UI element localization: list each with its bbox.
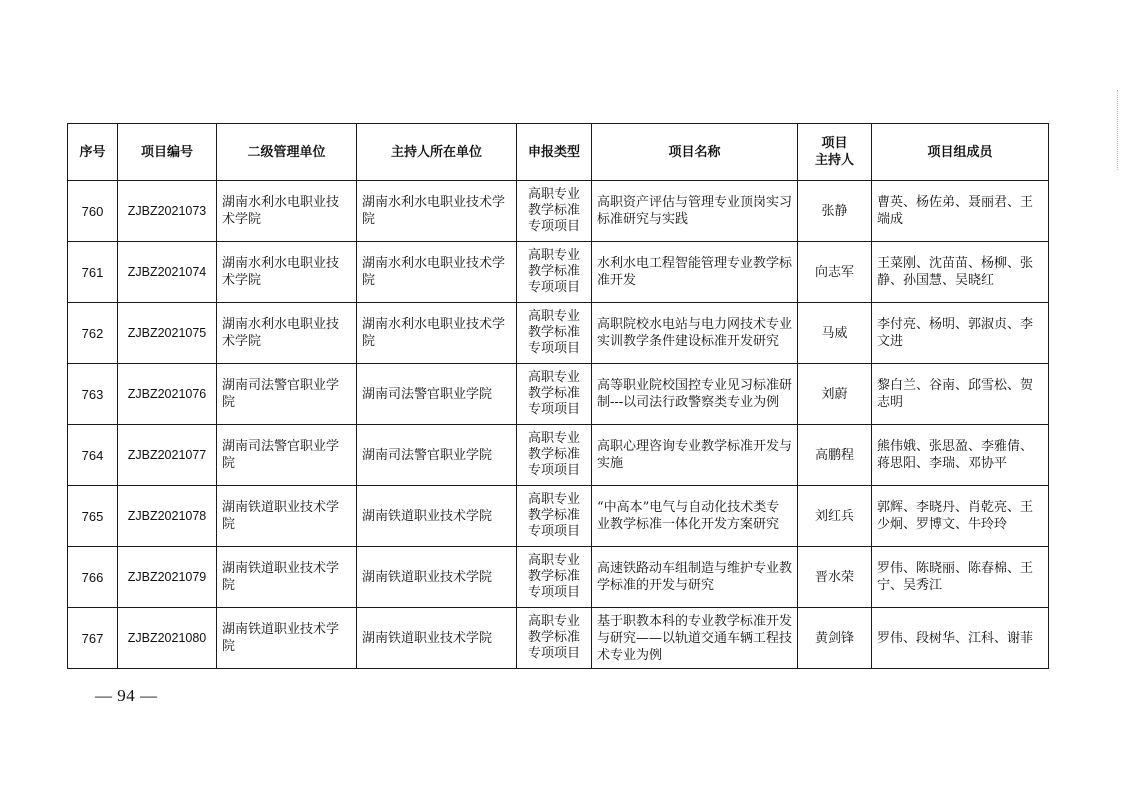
- table-body: [68, 181, 1049, 669]
- cell-unit: 湖南司法警官职业学院: [217, 425, 357, 486]
- header-leader: [798, 124, 872, 181]
- header-leader-line2: 主持人: [814, 153, 854, 168]
- cell-leader: 黄剑锋: [798, 608, 872, 669]
- cell-members: 罗伟、段树华、江科、谢菲: [872, 608, 1049, 669]
- header-type: 申报类型: [517, 124, 592, 181]
- table-row: [68, 547, 1049, 608]
- binding-edge-marks: [1111, 90, 1118, 170]
- cell-unit: 湖南铁道职业技术学院: [217, 547, 357, 608]
- page-number: — 94 —: [95, 686, 158, 705]
- cell-code: ZJBZ2021078: [118, 486, 217, 547]
- cell-no: 761: [68, 242, 118, 303]
- cell-name: 基于职教本科的专业教学标准开发与研究——以轨道交通车辆工程技术专业为例: [592, 608, 798, 669]
- header-code: 项目编号: [118, 124, 217, 181]
- cell-type: 高职专业教学标准专项项目: [517, 425, 592, 486]
- cell-code: ZJBZ2021077: [118, 425, 217, 486]
- cell-no: 765: [68, 486, 118, 547]
- cell-leader: 刘蔚: [798, 364, 872, 425]
- cell-name: 高速铁路动车组制造与维护专业教学标准的开发与研究: [592, 547, 798, 608]
- cell-members: 曹英、杨佐弟、聂丽君、王端成: [872, 181, 1049, 242]
- cell-host: 湖南铁道职业技术学院: [357, 608, 517, 669]
- cell-members: 黎白兰、谷南、邱雪松、贺志明: [872, 364, 1049, 425]
- table-row: [68, 486, 1049, 547]
- header-unit: 二级管理单位: [217, 124, 357, 181]
- cell-name: 高职心理咨询专业教学标准开发与实施: [592, 425, 798, 486]
- cell-leader: 刘红兵: [798, 486, 872, 547]
- cell-leader: 向志军: [798, 242, 872, 303]
- cell-members: 熊伟娥、张思盈、李雅倩、蒋思阳、李瑞、邓协平: [872, 425, 1049, 486]
- cell-type: 高职专业教学标准专项项目: [517, 181, 592, 242]
- cell-type: 高职专业教学标准专项项目: [517, 303, 592, 364]
- cell-unit: 湖南铁道职业技术学院: [217, 486, 357, 547]
- cell-no: 767: [68, 608, 118, 669]
- table-header: [68, 124, 1049, 181]
- cell-host: 湖南司法警官职业学院: [357, 364, 517, 425]
- cell-unit: 湖南铁道职业技术学院: [217, 608, 357, 669]
- cell-host: 湖南司法警官职业学院: [357, 425, 517, 486]
- table-row: [68, 608, 1049, 669]
- cell-code: ZJBZ2021076: [118, 364, 217, 425]
- header-name: 项目名称: [592, 124, 798, 181]
- cell-no: 764: [68, 425, 118, 486]
- cell-code: ZJBZ2021073: [118, 181, 217, 242]
- cell-type: 高职专业教学标准专项项目: [517, 242, 592, 303]
- cell-code: ZJBZ2021075: [118, 303, 217, 364]
- cell-code: ZJBZ2021074: [118, 242, 217, 303]
- cell-leader: 张静: [798, 181, 872, 242]
- cell-leader: 高鹏程: [798, 425, 872, 486]
- cell-type: 高职专业教学标准专项项目: [517, 547, 592, 608]
- cell-unit: 湖南水利水电职业技术学院: [217, 242, 357, 303]
- table-row: [68, 181, 1049, 242]
- cell-name: 高等职业院校国控专业见习标准研制---以司法行政警察类专业为例: [592, 364, 798, 425]
- cell-type: 高职专业教学标准专项项目: [517, 608, 592, 669]
- cell-code: ZJBZ2021079: [118, 547, 217, 608]
- cell-host: 湖南水利水电职业技术学院: [357, 303, 517, 364]
- project-table: [67, 123, 1049, 669]
- cell-no: 766: [68, 547, 118, 608]
- cell-leader: 马威: [798, 303, 872, 364]
- cell-no: 762: [68, 303, 118, 364]
- cell-name: 水利水电工程智能管理专业教学标准开发: [592, 242, 798, 303]
- table-row: [68, 425, 1049, 486]
- cell-no: 760: [68, 181, 118, 242]
- cell-members: 郭辉、李晓丹、肖乾亮、王少炯、罗博文、牛玲玲: [872, 486, 1049, 547]
- header-no: 序号: [68, 124, 118, 181]
- cell-unit: 湖南司法警官职业学院: [217, 364, 357, 425]
- header-row: [68, 124, 1049, 181]
- cell-type: 高职专业教学标准专项项目: [517, 364, 592, 425]
- cell-unit: 湖南水利水电职业技术学院: [217, 303, 357, 364]
- cell-code: ZJBZ2021080: [118, 608, 217, 669]
- cell-host: 湖南铁道职业技术学院: [357, 547, 517, 608]
- header-leader-line1: 项目: [821, 136, 848, 151]
- table-row: [68, 242, 1049, 303]
- cell-leader: 晋水荣: [798, 547, 872, 608]
- cell-no: 763: [68, 364, 118, 425]
- cell-name: 高职资产评估与管理专业顶岗实习标准研究与实践: [592, 181, 798, 242]
- cell-name: “中高本”电气与自动化技术类专业教学标准一体化开发方案研究: [592, 486, 798, 547]
- cell-members: 王菜刚、沈苗苗、杨柳、张静、孙国慧、吴晓红: [872, 242, 1049, 303]
- cell-unit: 湖南水利水电职业技术学院: [217, 181, 357, 242]
- cell-members: 李付亮、杨明、郭淑贞、李文进: [872, 303, 1049, 364]
- header-host: 主持人所在单位: [357, 124, 517, 181]
- cell-host: 湖南铁道职业技术学院: [357, 486, 517, 547]
- cell-host: 湖南水利水电职业技术学院: [357, 242, 517, 303]
- table-row: [68, 364, 1049, 425]
- cell-name: 高职院校水电站与电力网技术专业实训教学条件建设标准开发研究: [592, 303, 798, 364]
- cell-members: 罗伟、陈晓丽、陈春棉、王宁、吴秀江: [872, 547, 1049, 608]
- header-members: 项目组成员: [872, 124, 1049, 181]
- table-row: [68, 303, 1049, 364]
- cell-type: 高职专业教学标准专项项目: [517, 486, 592, 547]
- cell-host: 湖南水利水电职业技术学院: [357, 181, 517, 242]
